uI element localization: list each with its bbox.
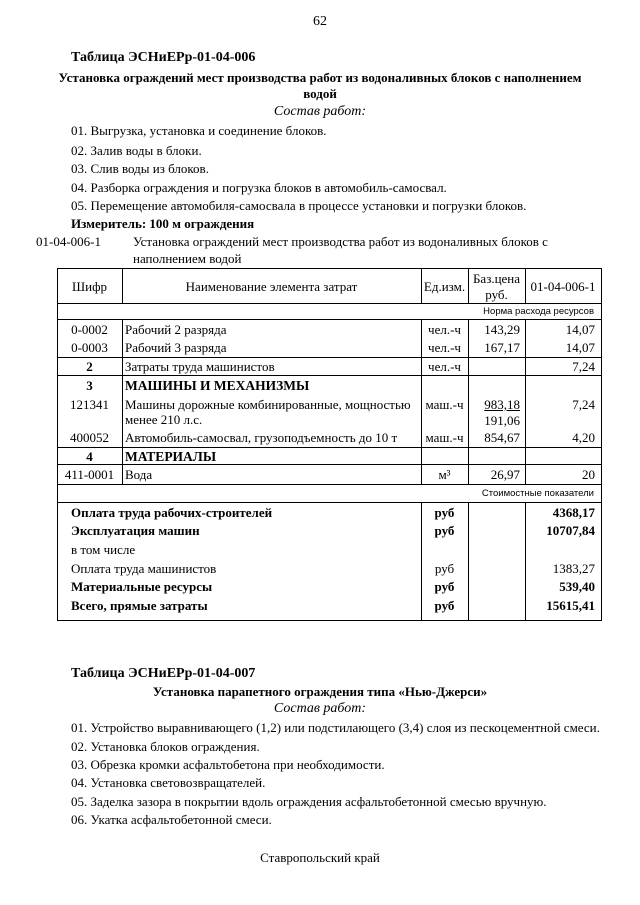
row-price: 26,97 (490, 467, 520, 482)
row-code: 0-0002 (71, 322, 108, 337)
row-code: 4 (86, 449, 93, 464)
row-price-alt: 191,06 (484, 413, 520, 428)
cost-label: Стоимостные показатели (481, 488, 594, 499)
row-name: Рабочий 2 разряда (125, 322, 227, 337)
table2-work-item: 01. Устройство выравнивающего (1,2) или подстилающего (3,4) слоя из пескоцементной смеси. (71, 720, 600, 735)
page-number: 62 (313, 14, 327, 29)
row-name: Вода (125, 467, 153, 482)
row-price: 143,29 (484, 322, 520, 337)
row-unit: чел.-ч (428, 322, 461, 337)
row-name-line1: Машины дорожные комбинированные, мощностью (125, 397, 411, 412)
table1-item-desc-line1: Установка ограждений мест производства работ из водоналивных блоков с (133, 234, 548, 249)
cost-unit: руб (434, 579, 455, 594)
cost-name: Оплата труда машинистов (71, 561, 217, 576)
table1-work-item: 04. Разборка ограждения и погрузка блоков в автомобиль-самосвал. (71, 180, 447, 195)
header-code: Шифр (72, 279, 107, 294)
page-footer: Ставропольский край (260, 850, 380, 865)
row-price: 167,17 (484, 340, 520, 355)
cost-value: 15615,41 (546, 598, 595, 613)
table1-meter: Измеритель: 100 м ограждения (71, 216, 255, 231)
row-unit: м³ (438, 467, 451, 482)
cost-name: Эксплуатация машин (71, 523, 200, 538)
cost-name: Оплата труда рабочих-строителей (71, 505, 273, 520)
table1-item-desc-line2: наполнением водой (133, 251, 242, 266)
table2-work-item: 04. Установка световозвращателей. (71, 775, 266, 790)
table1-work-item: 01. Выгрузка, установка и соединение блоков. (71, 123, 327, 138)
cost-unit: руб (434, 598, 455, 613)
header-name: Наименование элемента затрат (185, 279, 358, 294)
cost-unit: руб (434, 561, 455, 576)
cost-value: 4368,17 (552, 505, 595, 520)
table2-work-item: 05. Заделка зазора в покрытии вдоль ограждения асфальтобетонной смесью вручную. (71, 794, 547, 809)
table1-work-item: 05. Перемещение автомобиля-самосвала в процессе установки и погрузки блоков. (71, 198, 527, 213)
section-title: МАШИНЫ И МЕХАНИЗМЫ (125, 378, 310, 393)
row-price: 854,67 (484, 430, 520, 445)
table1-work-label: Состав работ: (273, 104, 367, 119)
row-value: 7,24 (572, 397, 595, 412)
cost-unit: руб (434, 505, 455, 520)
header-price-line2: руб. (485, 287, 508, 302)
cost-value: 1383,27 (552, 561, 595, 576)
row-unit: чел.-ч (428, 340, 461, 355)
norm-label: Норма расхода ресурсов (483, 306, 594, 317)
table2-work-item: 02. Установка блоков ограждения. (71, 739, 260, 754)
row-code: 0-0003 (71, 340, 108, 355)
table2-work-label: Состав работ: (273, 701, 367, 716)
row-name-line2: менее 210 л.с. (125, 412, 203, 427)
header-unit: Ед.изм. (423, 279, 466, 294)
row-name: Автомобиль-самосвал, грузоподъемность до 10 т (125, 430, 398, 445)
cost-value: 10707,84 (546, 523, 595, 538)
row-value: 4,20 (572, 430, 595, 445)
cost-unit: руб (434, 523, 455, 538)
header-column: 01-04-006-1 (530, 279, 596, 294)
row-code: 400052 (70, 430, 109, 445)
row-value: 7,24 (572, 359, 595, 374)
cost-name: в том числе (71, 542, 136, 557)
section-title: МАТЕРИАЛЫ (125, 449, 217, 464)
table1-heading-line2: водой (303, 86, 337, 101)
table2-work-item: 06. Укатка асфальтобетонной смеси. (71, 812, 272, 827)
table1-item-code: 01-04-006-1 (36, 234, 101, 249)
row-name: Затраты труда машинистов (125, 359, 275, 374)
row-unit: маш.-ч (425, 430, 464, 445)
row-unit: чел.-ч (428, 359, 461, 374)
header-price-line1: Баз.цена (472, 271, 521, 286)
row-unit: маш.-ч (425, 397, 464, 412)
row-price: 983,18 (484, 397, 520, 412)
table1-work-item: 02. Залив воды в блоки. (71, 143, 202, 158)
row-code: 411-0001 (64, 467, 115, 482)
table1-heading-line1: Установка ограждений мест производства работ из водоналивных блоков с наполнением (58, 70, 582, 85)
table1-title: Таблица ЭСНиЕРр-01-04-006 (71, 50, 256, 65)
row-code: 2 (86, 359, 93, 374)
table2-title: Таблица ЭСНиЕРр-01-04-007 (71, 666, 256, 681)
table1-work-item: 03. Слив воды из блоков. (71, 161, 209, 176)
row-value: 14,07 (565, 322, 595, 337)
row-value: 14,07 (565, 340, 595, 355)
row-name: Рабочий 3 разряда (125, 340, 227, 355)
cost-name: Материальные ресурсы (71, 579, 213, 594)
table2-work-item: 03. Обрезка кромки асфальтобетона при необходимости. (71, 757, 385, 772)
cost-name: Всего, прямые затраты (71, 598, 208, 613)
row-value: 20 (582, 467, 595, 482)
cost-value: 539,40 (559, 579, 595, 594)
table2-heading: Установка парапетного ограждения типа «Нью-Джерси» (152, 684, 488, 699)
row-code: 121341 (70, 397, 109, 412)
row-code: 3 (86, 378, 93, 393)
